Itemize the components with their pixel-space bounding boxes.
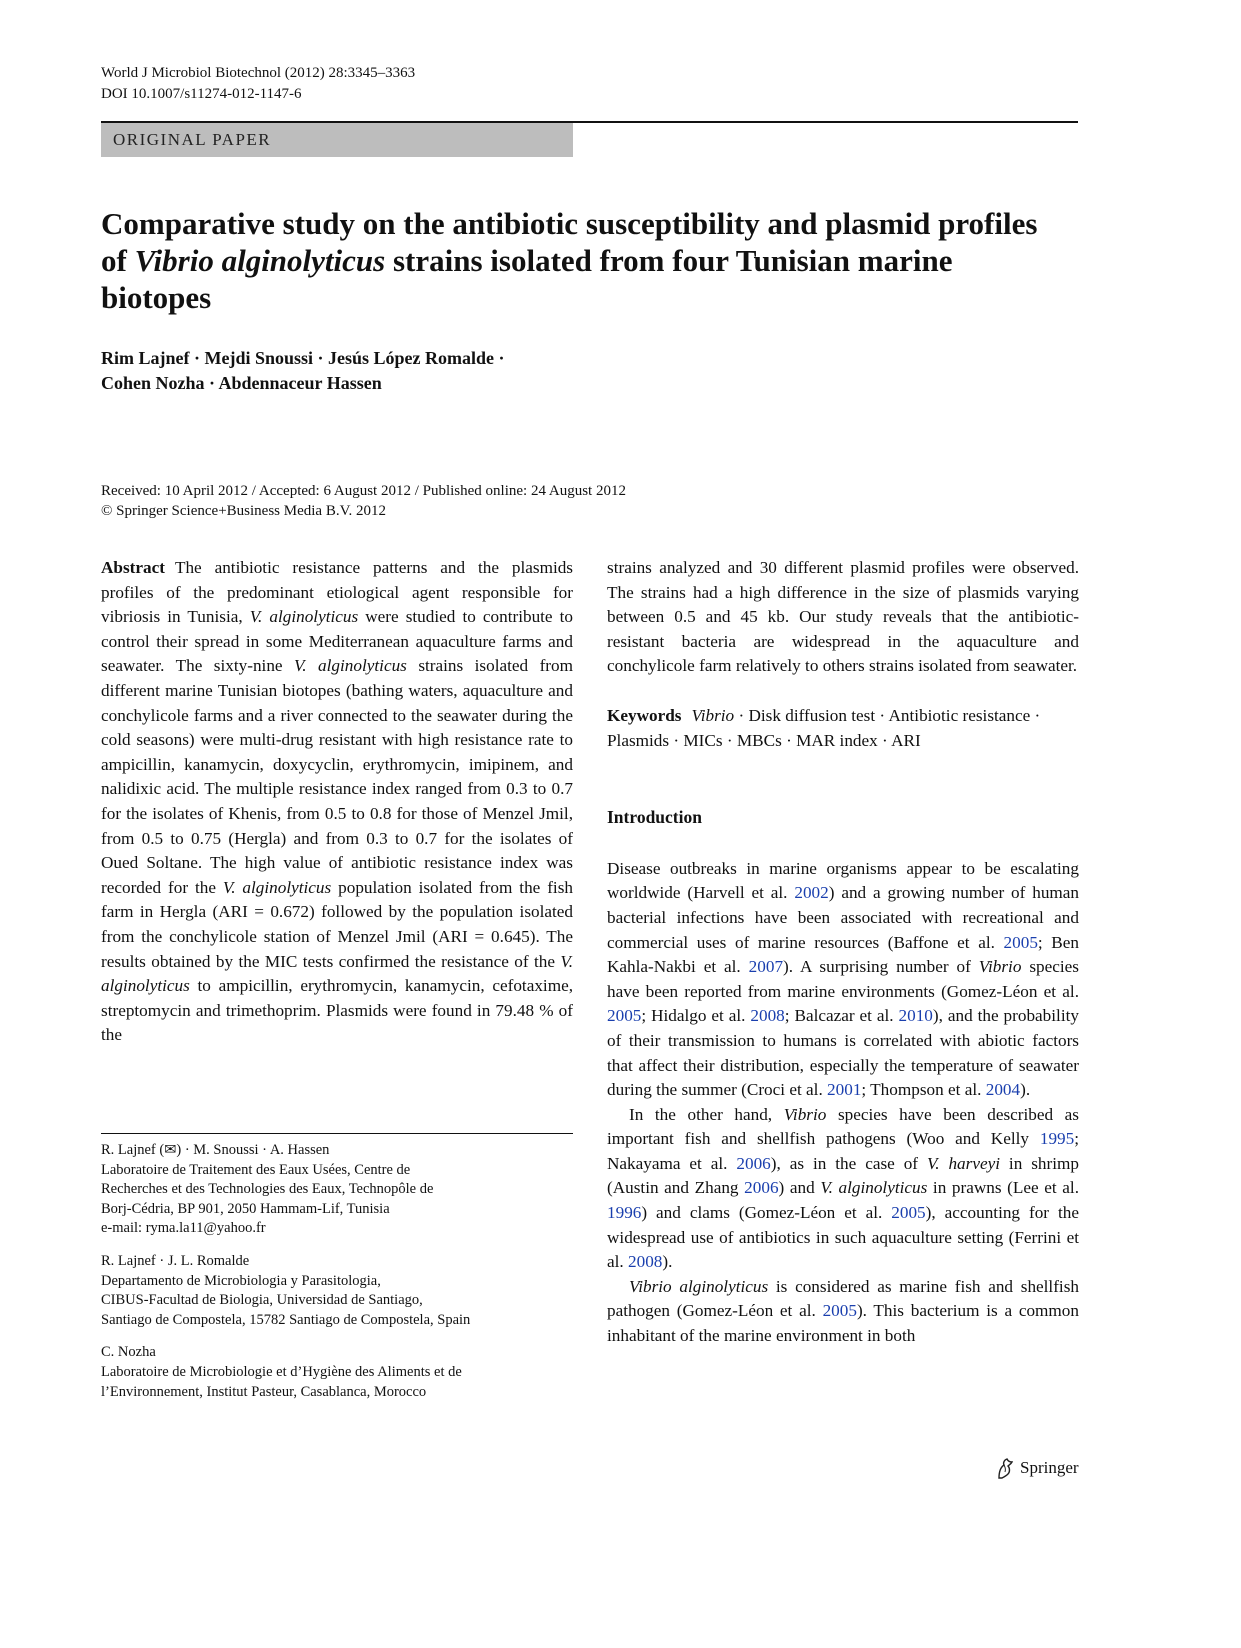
affiliation-text: l’Environnement, Institut Pasteur, Casablanca, Morocco <box>101 1383 427 1400</box>
intro-paragraph-2 <box>607 1103 1079 1275</box>
citation-link[interactable]: 2006 <box>744 1178 779 1198</box>
affiliation-text: Laboratoire de Traitement des Eaux Usées, Centre de <box>101 1161 411 1178</box>
species-name: V. harveyi <box>926 1153 1000 1173</box>
abstract-text: strains isolated from different marine Tunisian biotopes (bathing waters, aquaculture and conchylicole farms and a river connected to the seawater during the cold seasons) were multi-drug resistant with high resistance rate to ampicillin, kanamycin, doxycyclin, erythromycin, imipinem, and nalidixic acid. The multiple resistance index ranged from 0.3 to 0.7 for the isolates of Khenis, from 0.5 to 0.8 for those of Menzel Jmil, from 0.5 to 0.75 (Hergla) and from 0.3 to 0.7 for the isolates of Oued Soltane. The high value of antibiotic resistance index was recorded for the <box>101 656 573 897</box>
dates-line: Received: 10 April 2012 / Accepted: 6 August 2012 / Published online: 24 August 2012 <box>101 483 626 499</box>
abstract-text: population isolated from the fish farm in Hergla (ARI = 0.672) followed by the population isolated from the conchylicole station of Menzel Jmil (ARI = 0.645). The results obtained by the MIC tests confirmed the resistance of the <box>101 877 573 971</box>
citation-link[interactable]: 2007 <box>748 957 784 977</box>
citation-link[interactable]: 2002 <box>794 883 829 903</box>
keyword-list: · Disk diffusion test · Antibiotic resistance · Plasmids · MICs · MBCs · MAR index · ARI <box>607 705 1041 750</box>
species-name: Vibrio alginolyticus <box>629 1276 769 1296</box>
keywords <box>607 704 1079 753</box>
affiliation-authors: R. Lajnef (✉) · M. Snoussi · A. Hassen <box>101 1142 330 1158</box>
citation-link[interactable]: 1995 <box>1039 1129 1075 1149</box>
publisher-footer <box>995 1457 1079 1479</box>
journal-citation <box>101 63 415 105</box>
citation-link[interactable]: 2005 <box>607 1006 642 1026</box>
body-text: is considered as marine fish and shellfish pathogen (Gomez-Léon et al. <box>607 1276 1079 1321</box>
species-name: V. alginolyticus <box>820 1178 928 1198</box>
body-text: ) and clams (Gomez-Léon et al. <box>641 1203 892 1223</box>
body-text: ), accounting for the widespread use of antibiotics in such aquaculture setting (Ferrini et al. <box>607 1203 1079 1272</box>
springer-horse-icon <box>995 1457 1015 1479</box>
affiliation-authors: C. Nozha <box>101 1344 156 1361</box>
title-species: Vibrio alginolyticus <box>134 243 386 278</box>
section-label: ORIGINAL PAPER <box>101 123 573 157</box>
right-column <box>607 556 1079 1349</box>
citation-link[interactable]: 2005 <box>891 1203 926 1223</box>
email-link[interactable]: e-mail: ryma.la11@yahoo.fr <box>101 1220 266 1237</box>
doi-line: DOI 10.1007/s11274-012-1147-6 <box>101 86 302 102</box>
citation-link[interactable]: 2001 <box>827 1080 862 1100</box>
citation-link[interactable]: 2008 <box>750 1006 785 1026</box>
species-name: Vibrio <box>978 957 1022 977</box>
abstract <box>101 556 573 1048</box>
abstract-label: Abstract <box>101 558 165 577</box>
affiliation-2 <box>101 1252 573 1330</box>
citation-link[interactable]: 2005 <box>1003 932 1038 952</box>
body-text: species have been reported from marine environments (Gomez-Léon et al. <box>607 957 1079 1001</box>
species-name: V. alginolyticus <box>294 656 407 676</box>
body-text: in prawns (Lee et al. <box>927 1178 1079 1198</box>
affiliation-text: Borj-Cédria, BP 901, 2050 Hammam-Lif, Tunisia <box>101 1200 390 1217</box>
author-list <box>101 346 661 396</box>
affiliation-text: Laboratoire de Microbiologie et d’Hygiène des Aliments et de <box>101 1363 462 1380</box>
species-name: V. alginolyticus <box>249 607 359 627</box>
footnote-rule <box>101 1133 573 1134</box>
article-title <box>101 205 1061 316</box>
body-text: ). This bacterium is a common inhabitant of the marine environment in both <box>607 1301 1079 1346</box>
affiliation-1 <box>101 1141 573 1239</box>
publication-dates <box>101 481 1001 521</box>
keywords-label: Keywords <box>607 705 682 725</box>
body-text: ), as in the case of <box>770 1153 927 1173</box>
authors-line1: Rim Lajnef · Mejdi Snoussi · Jesús López Romalde · <box>101 348 505 368</box>
publisher-name: Springer <box>1020 1458 1079 1477</box>
affiliation-text: Recherches et des Technologies des Eaux, Technopôle de <box>101 1181 434 1198</box>
body-text: ), and the probability of their transmission to humans is correlated with abiotic factors that affect their distribution, especially the temperature of seawater during the summer (Croci et al. <box>607 1006 1079 1100</box>
body-text: ; Balcazar et al. <box>784 1006 899 1026</box>
affiliation-text: Departamento de Microbiologia y Parasitologia, <box>101 1272 381 1289</box>
body-text: ). <box>1020 1080 1031 1100</box>
affiliation-text: Santiago de Compostela, 15782 Santiago de Compostela, Spain <box>101 1311 471 1328</box>
body-text: ). A surprising number of <box>783 957 979 977</box>
intro-paragraph-1 <box>607 857 1079 1103</box>
title-part2: strains isolated from four Tunisian marine biotopes <box>101 243 953 315</box>
citation-link[interactable]: 2008 <box>628 1252 663 1272</box>
body-text: species have been described as important fish and shellfish pathogens (Woo and Kelly <box>607 1104 1079 1149</box>
species-name: V. alginolyticus <box>101 951 573 996</box>
body-text: In the other hand, <box>629 1104 784 1124</box>
citation-link[interactable]: 1996 <box>607 1203 642 1223</box>
introduction-heading: Introduction <box>607 807 702 828</box>
authors-line2: Cohen Nozha · Abdennaceur Hassen <box>101 373 382 393</box>
citation-link[interactable]: 2004 <box>985 1080 1021 1100</box>
body-text: in shrimp (Austin and Zhang <box>607 1153 1079 1198</box>
title-part1: Comparative study on the antibiotic susceptibility and plasmid profiles of <box>101 206 1038 278</box>
affiliation-3 <box>101 1343 573 1402</box>
intro-paragraph-3 <box>607 1275 1079 1349</box>
affiliations <box>101 1141 573 1415</box>
body-text: ) and a growing number of human bacterial infections have been associated with recreational and commercial uses of marine resources (Baffone et al. <box>607 883 1079 952</box>
citation-link[interactable]: 2006 <box>736 1153 771 1173</box>
body-text: ). <box>662 1252 673 1272</box>
abstract-text: were studied to contribute to control their spread in some Mediterranean aquaculture farms and seawater. The sixty-nine <box>101 607 574 676</box>
left-column <box>101 556 573 1048</box>
copyright-line: © Springer Science+Business Media B.V. 2012 <box>101 503 386 519</box>
affiliation-text: CIBUS-Facultad de Biologia, Universidad de Santiago, <box>101 1292 423 1309</box>
abstract-text: to ampicillin, erythromycin, kanamycin, cefotaxime, streptomycin and trimethoprim. Plasmids were found in 79.48 % of the <box>101 976 573 1045</box>
body-text: ; Hidalgo et al. <box>641 1006 751 1026</box>
species-name: V. alginolyticus <box>222 877 332 897</box>
body-text: Disease outbreaks in marine organisms appear to be escalating worldwide (Harvell et al. <box>607 858 1079 903</box>
citation-link[interactable]: 2010 <box>898 1006 933 1026</box>
body-text: ; Ben Kahla-Nakbi et al. <box>607 932 1079 977</box>
abstract-continued: strains analyzed and 30 different plasmid profiles were observed. The strains had a high difference in the size of plasmids varying between 0.5 and 45 kb. Our study reveals that the antibiotic-resistant bacteria are widespread in the aquaculture and conchylicole farm relatively to others strains isolated from seawater. <box>607 558 1079 676</box>
keyword-first: Vibrio <box>691 705 735 725</box>
species-name: Vibrio <box>783 1104 827 1124</box>
body-text: ; Nakayama et al. <box>607 1129 1079 1173</box>
affiliation-authors: R. Lajnef · J. L. Romalde <box>101 1252 250 1269</box>
citation-link[interactable]: 2005 <box>822 1301 857 1321</box>
abstract-text: The antibiotic resistance patterns and the plasmids profiles of the predominant etiological agent responsible for vibriosis in Tunisia, <box>101 558 573 627</box>
body-text: ) and <box>778 1178 821 1198</box>
journal-line: World J Microbiol Biotechnol (2012) 28:3345–3363 <box>101 65 416 81</box>
body-text: ; Thompson et al. <box>861 1080 986 1100</box>
